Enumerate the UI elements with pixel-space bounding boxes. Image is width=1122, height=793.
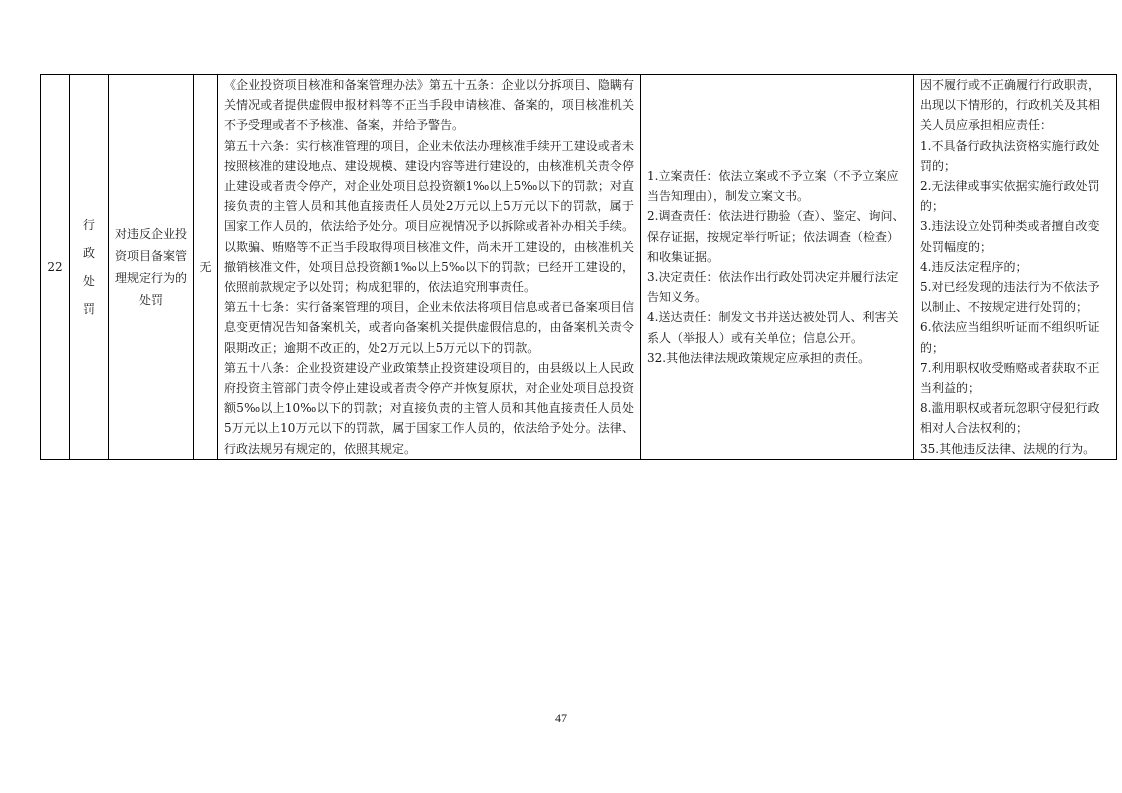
liability-item: 3.违法设立处罚种类或者擅自改变处罚幅度的；: [920, 219, 1100, 254]
liability-cell: [914, 75, 1117, 460]
duty-item: 4.送达责任：制发文书并送达被处罚人、利害关系人（举报人）或有关单位；信息公开。: [647, 310, 899, 345]
duty-list-table: [40, 74, 1117, 460]
legal-basis-article: 第五十六条：实行核准管理的项目，企业未依法办理核准手续开工建设或者未按照核准的建设地点、建设规模、建设内容等进行建设的，由核准机关责令停止建设或者责令停产，对企业处项目总投资额1‰以上5‰以下的罚款；对直接负责的主管人员和其他直接责任人员处2万元以上5万元以下的罚款，属于国家工作人员的，依法给予处分。项目应视情况予以拆除或者补办相关手续。以欺骗、贿赂等不正当手段取得项目核准文件，尚未开工建设的，由核准机关撤销核准文件，处项目总投资额1‰以上5‰以下的罚款；已经开工建设的，依照前款规定予以处罚；构成犯罪的，依法追究刑事责任。: [224, 138, 634, 295]
legal-basis-cell: [218, 75, 641, 460]
legal-basis-article: 《企业投资项目核准和备案管理办法》第五十五条：企业以分拆项目、隐瞒有关情况或者提供虚假申报材料等不正当手段申请核准、备案的，项目核准机关不予受理或者不予核准、备案，并给予警告。: [224, 78, 634, 133]
row-number: 22: [41, 75, 70, 460]
liability-item: 2.无法律或事实依据实施行政处罚的；: [920, 179, 1100, 214]
duty-cell: [641, 75, 914, 460]
liability-item: 6.依法应当组织听证而不组织听证的；: [920, 320, 1100, 355]
sub-item: 无: [194, 75, 218, 460]
table-row: [41, 75, 1117, 460]
liability-item: 5.对已经发现的违法行为不依法予以制止、不按规定进行处罚的；: [920, 280, 1100, 315]
power-type-cell: [70, 75, 109, 460]
duty-item: 2.调查责任：依法进行勘验（查）、鉴定、询问、保存证据，按规定举行听证；依法调查（检查）和收集证据。: [647, 209, 905, 264]
liability-item: 4.违反法定程序的；: [920, 259, 1028, 274]
power-type: 行政处罚: [82, 217, 95, 316]
legal-basis-article: 第五十八条：企业投资建设产业政策禁止投资建设项目的，由县级以上人民政府投资主管部门责令停止建设或者责令停产并恢复原状，对企业处项目总投资额5‰以上10‰以下的罚款；对直接负责的主管人员和其他直接责任人员处5万元以上10万元以下的罚款，属于国家工作人员的，依法给予处分。法律、行政法规另有规定的，依照其规定。: [224, 360, 634, 456]
liability-intro: 因不履行或不正确履行行政职责，出现以下情形的，行政机关及其相关人员应承担相应责任：: [920, 78, 1101, 133]
liability-item: 7.利用职权收受贿赂或者获取不正当利益的；: [920, 360, 1100, 396]
legal-basis-article: 第五十七条：实行备案管理的项目，企业未依法将项目信息或者已备案项目信息变更情况告知备案机关，或者向备案机关提供虚假信息的，由备案机关责令限期改正；逾期不改正的，处2万元以上5万元以下的罚款。: [224, 300, 634, 355]
liability-item: 1.不具备行政执法资格实施行政处罚的；: [920, 138, 1100, 173]
item-name: 对违反企业投资项目备案管理规定行为的处罚: [114, 226, 187, 307]
item-name-cell: [109, 75, 194, 460]
duty-item: 3.决定责任：依法作出行政处罚决定并履行法定告知义务。: [647, 269, 899, 305]
duty-item: 1.立案责任：依法立案或不予立案（不予立案应当告知理由），制发立案文书。: [647, 168, 899, 204]
liability-item: 35.其他违反法律、法规的行为。: [920, 441, 1096, 456]
duty-item: 32.其他法律法规政策规定应承担的责任。: [647, 350, 871, 365]
liability-item: 8.滥用职权或者玩忽职守侵犯行政相对人合法权利的；: [920, 401, 1100, 436]
page-number: 47: [555, 711, 567, 725]
